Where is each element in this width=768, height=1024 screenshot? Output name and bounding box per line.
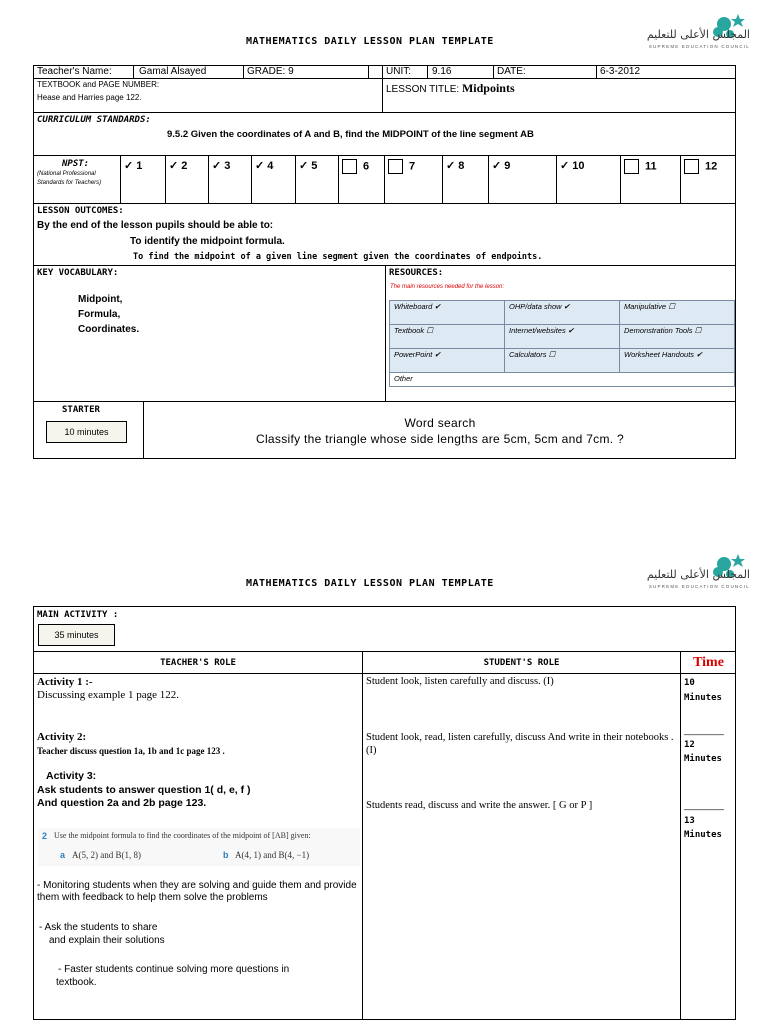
time-1-value: 10 <box>684 678 695 688</box>
resource-textbook: Textbook ☐ <box>390 325 505 349</box>
council-logo <box>640 10 750 58</box>
vocab-item: Coordinates. <box>78 324 140 335</box>
time-2-value: 12 <box>684 740 695 750</box>
main-activity-label: MAIN ACTIVITY : <box>37 610 119 620</box>
npst-item <box>124 159 142 173</box>
grade-value: GRADE: 9 <box>247 66 294 77</box>
npst-number: 5 <box>311 160 318 172</box>
activity-3-line-1: Ask students to answer question 1( d, e, f ) <box>37 784 251 796</box>
npst-item <box>299 159 317 173</box>
student-role-2: Student look, read, listen carefully, discuss And write in their notebooks . (I) <box>366 732 674 756</box>
student-role-header: STUDENT'S ROLE <box>483 658 560 668</box>
textbook-value: Hease and Harries page 122. <box>37 93 142 102</box>
resource-internet: Internet/websites ✔ <box>505 325 620 349</box>
main-minutes: 35 minutes <box>38 624 115 646</box>
curriculum-standard: 9.5.2 Given the coordinates of A and B, find the MIDPOINT of the line segment AB <box>167 129 534 140</box>
question-a-label: a <box>60 850 66 860</box>
checkmark-icon: ✓ <box>124 160 137 172</box>
checkmark-icon: ✓ <box>492 160 505 172</box>
faster-line-2: textbook. <box>56 977 97 988</box>
starter-label: STARTER <box>62 405 100 415</box>
time-divider: ________ <box>684 725 725 735</box>
npst-item <box>684 159 717 174</box>
activity-3-title: Activity 3: <box>46 770 97 782</box>
resource-manipulative: Manipulative ☐ <box>620 301 735 325</box>
checkmark-icon: ✓ <box>255 160 268 172</box>
page-title: MATHEMATICS DAILY LESSON PLAN TEMPLATE <box>246 36 494 47</box>
checkbox-icon <box>388 159 403 174</box>
vocabulary-label: KEY VOCABULARY: <box>37 268 119 278</box>
npst-number: 10 <box>572 160 585 172</box>
textbook-question-excerpt <box>38 828 360 866</box>
date-label: DATE: <box>497 66 526 77</box>
npst-item <box>560 159 585 173</box>
npst-item <box>624 159 657 174</box>
share-line-1: - Ask the students to share <box>39 922 158 933</box>
resource-whiteboard: Whiteboard ✔ <box>390 301 505 325</box>
checkmark-icon: ✓ <box>299 160 312 172</box>
time-1-unit: Minutes <box>684 693 722 703</box>
checkmark-icon: ✓ <box>560 160 573 172</box>
outcome-2: To find the midpoint of a given line segment given the coordinates of endpoints. <box>133 252 543 262</box>
checkmark-icon: ✓ <box>169 160 182 172</box>
outcomes-intro: By the end of the lesson pupils should be able to: <box>37 220 274 231</box>
npst-label: NPST: <box>62 159 90 169</box>
activity-2-text: Teacher discuss question 1a, 1b and 1c page 123 . <box>37 746 225 756</box>
question-b-label: b <box>223 850 229 860</box>
time-divider: ________ <box>684 800 725 810</box>
monitoring-text: - Monitoring students when they are solving and guide them and provide them with feedback to help them solve the problems <box>37 880 357 903</box>
npst-number: 4 <box>267 160 274 172</box>
resources-label: RESOURCES: <box>389 268 444 278</box>
share-line-2: and explain their solutions <box>49 935 165 946</box>
question-text: Use the midpoint formula to find the coordinates of the midpoint of [AB] given: <box>54 831 311 840</box>
checkbox-icon <box>342 159 357 174</box>
npst-item <box>492 159 510 173</box>
activity-2-title: Activity 2: <box>37 731 87 743</box>
date-value: 6-3-2012 <box>600 66 641 77</box>
resource-calculators: Calculators ☐ <box>505 349 620 373</box>
starter-text <box>144 415 736 447</box>
vocab-item: Midpoint, <box>78 294 123 305</box>
npst-item <box>342 159 369 174</box>
student-role-3: Students read, discuss and write the answer. [ G or P ] <box>366 800 593 811</box>
outcomes-label: LESSON OUTCOMES: <box>37 206 124 216</box>
checkbox-icon <box>684 159 699 174</box>
resource-ohp: OHP/data show ✔ <box>505 301 620 325</box>
npst-number: 8 <box>458 160 465 172</box>
activity-1-title: Activity 1 :- <box>37 676 93 688</box>
npst-item <box>212 159 230 173</box>
vocab-item: Formula, <box>78 309 121 320</box>
logo-arabic-text: المجلس الأعلى للتعليم <box>646 568 750 581</box>
faster-line-1: - Faster students continue solving more questions in <box>58 964 290 975</box>
resource-powerpoint: PowerPoint ✔ <box>390 349 505 373</box>
npst-number: 9 <box>504 160 511 172</box>
question-b: A(4, 1) and B(4, −1) <box>235 850 310 860</box>
logo-english-text: SUPREME EDUCATION COUNCIL <box>648 44 750 49</box>
npst-item <box>446 159 464 173</box>
unit-value: 9.16 <box>432 66 452 77</box>
textbook-label: TEXTBOOK and PAGE NUMBER: <box>37 80 160 89</box>
time-2-unit: Minutes <box>684 754 722 764</box>
logo-english-text: SUPREME EDUCATION COUNCIL <box>648 584 750 589</box>
logo-arabic-text: المجلس الأعلى للتعليم <box>646 28 750 41</box>
activity-1-text: Discussing example 1 page 122. <box>37 689 180 701</box>
lesson-title-label: LESSON TITLE: Midpoints <box>386 81 515 95</box>
outcome-1: To identify the midpoint formula. <box>130 236 285 247</box>
time-3-value: 13 <box>684 816 695 826</box>
npst-item <box>255 159 273 173</box>
npst-number: 11 <box>645 160 657 173</box>
teacher-name-value: Gamal Alsayed <box>139 66 207 77</box>
starter-line-2: Classify the triangle whose side lengths are 5cm, 5cm and 7cm. ? <box>255 432 625 446</box>
npst-number: 6 <box>363 160 370 173</box>
starter-line-1: Word search <box>404 416 476 430</box>
teacher-name-label: Teacher's Name: <box>37 66 112 77</box>
npst-number: 12 <box>705 160 718 173</box>
council-logo-page-2 <box>640 550 750 598</box>
time-3-unit: Minutes <box>684 830 722 840</box>
resource-worksheet: Worksheet Handouts ✔ <box>620 349 735 373</box>
npst-number: 2 <box>181 160 188 172</box>
activity-3-line-2: And question 2a and 2b page 123. <box>37 797 207 809</box>
npst-item <box>388 159 415 174</box>
vocabulary-list <box>78 292 139 337</box>
npst-number: 3 <box>224 160 231 172</box>
checkmark-icon: ✓ <box>446 160 459 172</box>
resources-table <box>389 300 735 387</box>
npst-number: 1 <box>136 160 143 172</box>
checkmark-icon: ✓ <box>212 160 225 172</box>
starter-minutes: 10 minutes <box>46 421 127 443</box>
resource-other: Other <box>390 373 735 387</box>
student-role-1: Student look, listen carefully and discuss. (I) <box>366 676 554 687</box>
teacher-role-header: TEACHER'S ROLE <box>160 658 236 668</box>
lesson-title-value: Midpoints <box>461 81 515 95</box>
time-header: Time <box>693 655 724 670</box>
curriculum-label: CURRICULUM STANDARDS: <box>37 115 151 125</box>
question-number: 2 <box>42 831 48 841</box>
npst-item <box>169 159 187 173</box>
resources-note: The main resources needed for the lesson: <box>390 284 505 290</box>
npst-subtitle: (National Professional Standards for Teachers) <box>37 171 102 186</box>
page-2-title: MATHEMATICS DAILY LESSON PLAN TEMPLATE <box>246 578 494 589</box>
question-a: A(5, 2) and B(1, 8) <box>72 850 141 860</box>
npst-number: 7 <box>409 160 416 173</box>
checkbox-icon <box>624 159 639 174</box>
resource-demonstration: Demonstration Tools ☐ <box>620 325 735 349</box>
unit-label: UNIT: <box>386 66 411 77</box>
